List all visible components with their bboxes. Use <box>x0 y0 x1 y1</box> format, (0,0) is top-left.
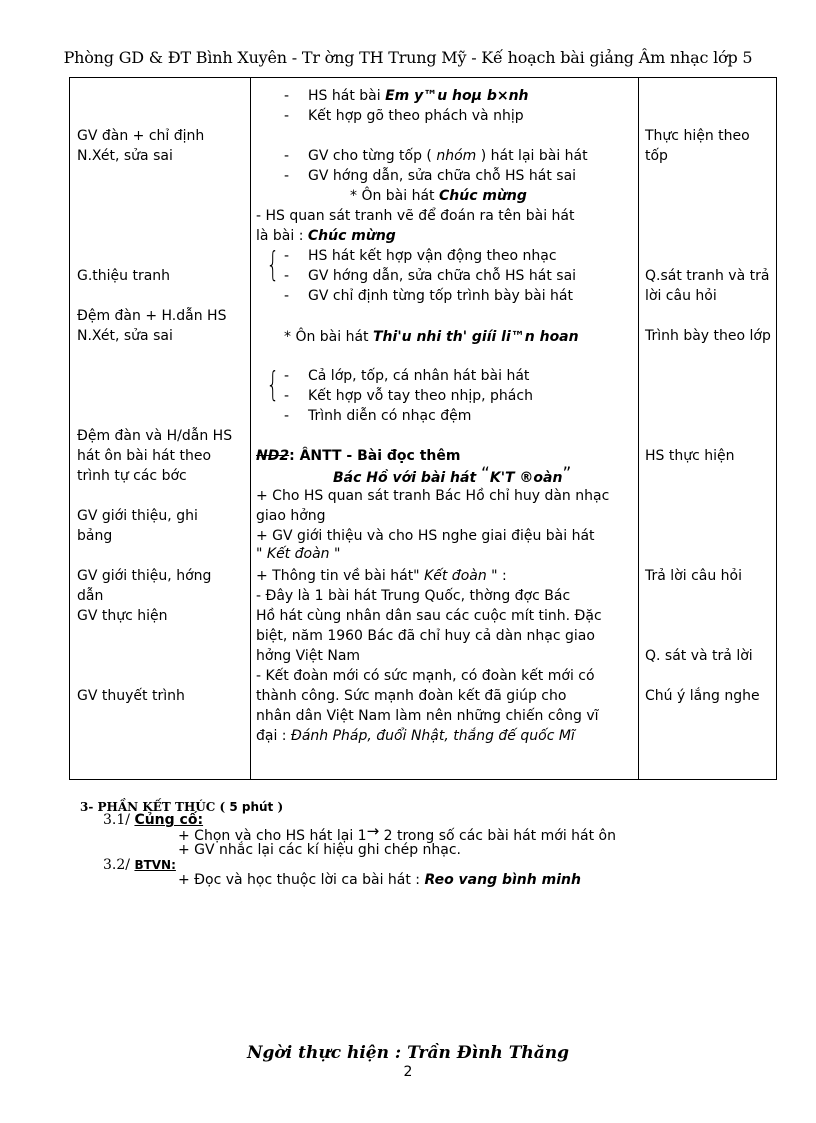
column-divider <box>250 78 251 779</box>
teacher-line: dẫn <box>77 588 104 604</box>
teacher-line: GV giới thiệu, hớng <box>77 568 212 584</box>
teacher-line: GV thực hiện <box>77 608 168 624</box>
subsection-title: 3.1/ Củng cố: <box>103 812 204 828</box>
content-line: thành công. Sức mạnh đoàn kết đã giúp cho <box>256 688 567 704</box>
content-line: * Ôn bài hát Thi'u nhi th' giíi li™n hoan <box>284 329 579 345</box>
student-line: lời câu hỏi <box>645 288 717 304</box>
content-line: - Đây là 1 bài hát Trung Quốc, thờng đợc Bác <box>256 588 571 604</box>
content-line: Trình diễn có nhạc đệm <box>308 408 472 424</box>
teacher-line: hát ôn bài hát theo <box>77 448 212 464</box>
teacher-line: GV đàn + chỉ định <box>77 128 205 144</box>
signature: Ngời thực hiện : Trần Đình Thăng <box>247 1043 569 1063</box>
dash-bullet: - <box>284 388 290 404</box>
content-line: đại : Đánh Pháp, đuổi Nhật, thắng đế quốc Mĩ <box>256 728 575 744</box>
student-line: tốp <box>645 148 668 164</box>
page-number: 2 <box>403 1064 413 1080</box>
content-line: + GV giới thiệu và cho HS nghe giai điệu bài hát <box>256 528 595 544</box>
content-line: HS hát bài Em y™u hoµ b×nh <box>308 88 529 104</box>
student-line: HS thực hiện <box>645 448 735 464</box>
section-subheading: Bác Hồ với bài hát “K'T ®oàn” <box>333 464 572 486</box>
subsection-title: 3.2/ BTVN: <box>103 857 176 873</box>
content-line: Hồ hát cùng nhân dân sau các cuộc mít tinh. Đặc <box>256 608 602 624</box>
teacher-line: trình tự các bớc <box>77 468 187 484</box>
content-line: + Cho HS quan sát tranh Bác Hồ chỉ huy dàn nhạc <box>256 488 610 504</box>
brace-icon: { <box>266 245 280 285</box>
student-line: Q.sát tranh và trả <box>645 268 770 284</box>
content-line: GV hớng dẫn, sửa chữa chỗ HS hát sai <box>308 168 577 184</box>
teacher-line: Đệm đàn + H.dẫn HS <box>77 308 227 324</box>
content-line: GV chỉ định từng tốp trình bày bài hát <box>308 288 574 304</box>
dash-bullet: - <box>284 248 290 264</box>
brace-icon: { <box>266 365 280 405</box>
section-heading: ND2: ÂNTT - Bài đọc thêm <box>256 448 461 464</box>
content-line: hởng Việt Nam <box>256 648 361 664</box>
content-line: - Kết đoàn mới có sức mạnh, có đoàn kết mới có <box>256 668 595 684</box>
dash-bullet: - <box>284 148 290 164</box>
dash-bullet: - <box>284 88 290 104</box>
teacher-line: GV thuyết trình <box>77 688 185 704</box>
student-line: Trả lời câu hỏi <box>645 568 743 584</box>
content-line: Cả lớp, tốp, cá nhân hát bài hát <box>308 368 530 384</box>
content-line: GV hớng dẫn, sửa chữa chỗ HS hát sai <box>308 268 577 284</box>
content-line: nhân dân Việt Nam làm nên những chiến công vĩ <box>256 708 599 724</box>
footer-line: + GV nhắc lại các kí hiệu ghi chép nhạc. <box>178 842 462 858</box>
teacher-line: N.Xét, sửa sai <box>77 328 173 344</box>
content-line: " Kết đoàn " <box>256 546 341 562</box>
dash-bullet: - <box>284 368 290 384</box>
content-line: Kết hợp gõ theo phách và nhịp <box>308 108 524 124</box>
teacher-line: N.Xét, sửa sai <box>77 148 173 164</box>
dash-bullet: - <box>284 408 290 424</box>
section-title: 3- PHẦN KẾT THÚC ( 5 phút ) <box>80 800 284 814</box>
student-line: Trình bày theo lớp <box>645 328 771 344</box>
content-line: - HS quan sát tranh vẽ để đoán ra tên bài hát <box>256 208 575 224</box>
page-header: Phòng GD & ĐT Bình Xuyên - Tr ờng TH Trung Mỹ - Kế hoạch bài giảng Âm nhạc lớp 5 <box>63 48 753 67</box>
teacher-line: Đệm đàn và H/dẫn HS <box>77 428 233 444</box>
footer-line: + Chọn và cho HS hát lại 1→ 2 trong số các bài hát mới hát ôn <box>178 822 616 844</box>
content-line: Kết hợp vỗ tay theo nhịp, phách <box>308 388 533 404</box>
column-divider <box>638 78 639 779</box>
content-line: HS hát kết hợp vận động theo nhạc <box>308 248 557 264</box>
teacher-line: bảng <box>77 528 113 544</box>
dash-bullet: - <box>284 268 290 284</box>
footer-line: + Đọc và học thuộc lời ca bài hát : Reo vang bình minh <box>178 872 581 888</box>
content-line: * Ôn bài hát Chúc mừng <box>350 188 527 204</box>
teacher-line: GV giới thiệu, ghi <box>77 508 198 524</box>
dash-bullet: - <box>284 288 290 304</box>
content-line: GV cho từng tốp ( nhóm ) hát lại bài hát <box>308 148 588 164</box>
student-line: Chú ý lắng nghe <box>645 688 760 704</box>
content-line: là bài : Chúc mừng <box>256 228 396 244</box>
student-line: Q. sát và trả lời <box>645 648 753 664</box>
teacher-line: G.thiệu tranh <box>77 268 171 284</box>
dash-bullet: - <box>284 108 290 124</box>
content-line: giao hởng <box>256 508 326 524</box>
dash-bullet: - <box>284 168 290 184</box>
content-line: + Thông tin về bài hát" Kết đoàn " : <box>256 568 507 584</box>
student-line: Thực hiện theo <box>645 128 750 144</box>
content-line: biệt, năm 1960 Bác đã chỉ huy cả dàn nhạc giao <box>256 628 595 644</box>
